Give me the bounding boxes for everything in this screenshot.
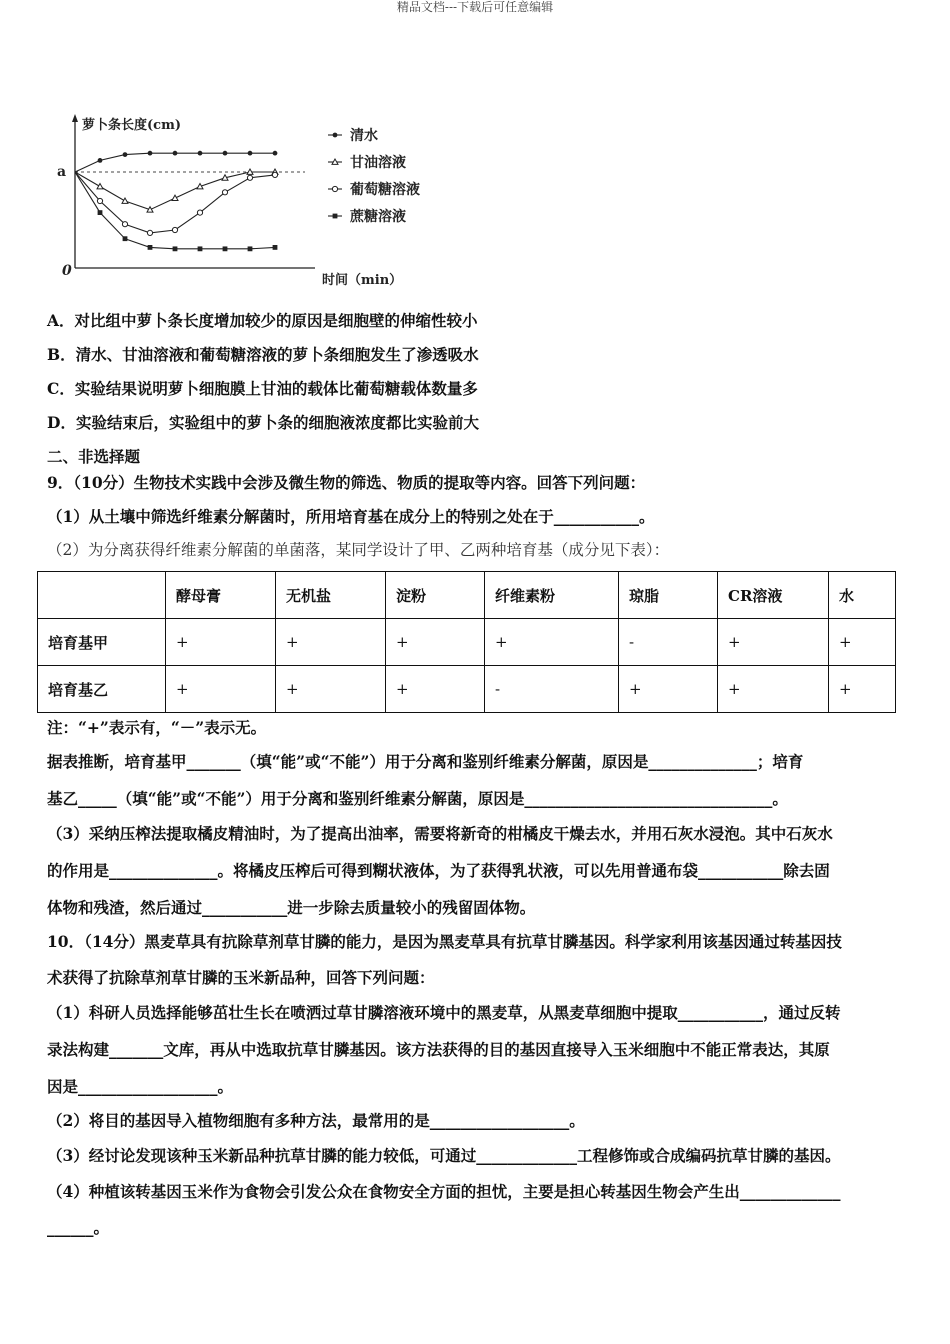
table-header-cell: 琼脂 [619,572,718,619]
length-time-chart [50,108,430,298]
q9-part3-line2: 的作用是______________。将橘皮压榨后可得到糊状液体，为了获得乳状液，可以先用普通布袋___________除去固 [47,861,830,880]
data-point [273,245,278,250]
q10-line6: （2）将目的基因导入植物细胞有多种方法，最常用的是__________________。 [47,1111,585,1130]
data-point [172,227,177,232]
q10-line3: （1）科研人员选择能够茁壮生长在喷洒过草甘膦溶液环境中的黑麦草，从黑麦草细胞中提取___________，通过反转 [47,1003,841,1022]
legend-label: 葡萄糖溶液 [350,182,420,198]
table-cell: + [485,619,619,666]
table-cell: + [718,666,829,713]
table-cell: + [386,619,485,666]
table-row-label: 培育基甲 [38,619,166,666]
q10-line8: （4）种植该转基因玉米作为食物会引发公众在食物安全方面的担忧，主要是担心转基因生物会产生出_____________ [47,1182,841,1201]
table-cell: + [166,619,276,666]
y-axis-arrow [72,114,78,122]
q9-part2-line1: 据表推断，培育基甲_______（填“能”或“不能”）用于分离和鉴别纤维素分解菌，原因是______________；培育 [47,752,804,771]
table-header-cell: 纤维素粉 [485,572,619,619]
q9-part2: （2）为分离获得纤维素分解菌的单菌落，某同学设计了甲、乙两种培育基（成分见下表）： [47,541,670,559]
q9-part3-line3: 体物和残渣，然后通过___________进一步除去质量较小的残留固体物。 [47,898,536,917]
data-point [248,246,253,251]
data-point [147,230,152,235]
chart-svg [50,108,430,298]
legend-label: 蔗糖溶液 [350,209,406,225]
table-row [38,619,896,666]
y-axis-label: 萝卜条长度(cm) [82,118,181,133]
series-line-3 [75,172,275,233]
data-point [98,158,103,163]
data-point [248,151,253,156]
y-ref-label: a [57,164,67,180]
table-cell: - [485,666,619,713]
option-b: B．清水、甘油溶液和葡萄糖溶液的萝卜条细胞发生了渗透吸水 [47,345,479,364]
legend-label: 甘油溶液 [350,155,406,171]
table-cell: - [619,619,718,666]
q9-part3-line1: （3）采纳压榨法提取橘皮精油时，为了提高出油率，需要将新奇的柑橘皮干燥去水，并用石灰水浸泡。其中石灰水 [47,824,833,843]
table-cell: + [829,619,896,666]
q10-line5: 因是__________________。 [47,1077,234,1096]
table-cell: + [619,666,718,713]
series-line-1 [75,153,275,172]
data-point [172,195,178,200]
table-note: 注：“+”表示有，“－”表示无。 [47,718,267,737]
legend-marker [332,186,337,191]
table-header-row [38,572,896,619]
data-point [198,246,203,251]
table-cell: + [166,666,276,713]
series-line-2 [75,172,275,210]
q10-line2: 术获得了抗除草剂草甘膦的玉米新品种，回答下列问题： [47,968,435,987]
table-header-cell: 无机盐 [276,572,386,619]
data-point [122,198,128,203]
data-point [148,151,153,156]
table-header-cell [38,572,166,619]
table-header-cell: 淀粉 [386,572,485,619]
series-layer [75,151,278,252]
data-point [97,184,103,189]
table-row [38,666,896,713]
table-cell: + [276,619,386,666]
q10-line1: 10．（14分）黑麦草具有抗除草剂草甘膦的能力，是因为黑麦草具有抗草甘膦基因。科学家利用该基因通过转基因技 [47,932,842,951]
option-d: D．实验结束后，实验组中的萝卜条的细胞液浓度都比实验前大 [47,413,479,432]
data-point [223,246,228,251]
data-point [197,210,202,215]
q10-line9: ______。 [47,1218,110,1237]
legend-label: 清水 [350,128,378,144]
legend-marker [333,133,338,138]
data-point [173,246,178,251]
option-a: A．对比组中萝卜条长度增加较少的原因是细胞壁的伸缩性较小 [47,311,478,330]
data-point [247,175,252,180]
option-c: C．实验结果说明萝卜细胞膜上甘油的载体比葡萄糖载体数量多 [47,379,478,398]
table-cell: + [718,619,829,666]
page-header: 精品文档---下载后可任意编辑 [396,0,554,14]
data-point [198,151,203,156]
data-point [123,236,128,241]
data-point [123,152,128,157]
data-point [223,151,228,156]
section-title: 二、非选择题 [47,447,141,466]
table-row-label: 培育基乙 [38,666,166,713]
table-header-cell: 水 [829,572,896,619]
q9-stem: 9．（10分）生物技术实践中会涉及微生物的筛选、物质的提取等内容。回答下列问题： [47,473,646,492]
table-cell: + [276,666,386,713]
q10-line7: （3）经讨论发现该种玉米新品种抗草甘膦的能力较低，可通过_____________工程修饰或合成编码抗草甘膦的基因。 [47,1146,841,1165]
origin-label: 0 [62,263,72,279]
data-point [148,245,153,250]
x-axis-label: 时间（min） [322,273,403,288]
data-point [173,151,178,156]
q10-line4: 录法构建_______文库，再从中选取抗草甘膦基因。该方法获得的目的基因直接导入玉米细胞中不能正常表达，其原 [47,1040,830,1059]
legend-marker [333,214,338,219]
data-point [97,198,102,203]
table-header-cell: 酵母膏 [166,572,276,619]
series-line-4 [75,172,275,249]
data-point [273,151,278,156]
table-cell: + [829,666,896,713]
data-point [222,190,227,195]
q9-part1: （1）从土壤中筛选纤维素分解菌时，所用培育基在成分上的特别之处在于___________。 [47,507,655,526]
q9-part2-line2: 基乙_____（填“能”或“不能”）用于分离和鉴别纤维素分解菌，原因是________________________________。 [47,789,788,808]
table-cell: + [386,666,485,713]
medium-table [37,571,896,713]
legend [328,127,420,225]
data-point [272,172,277,177]
table-header-cell: CR溶液 [718,572,829,619]
data-point [98,210,103,215]
data-point [122,222,127,227]
